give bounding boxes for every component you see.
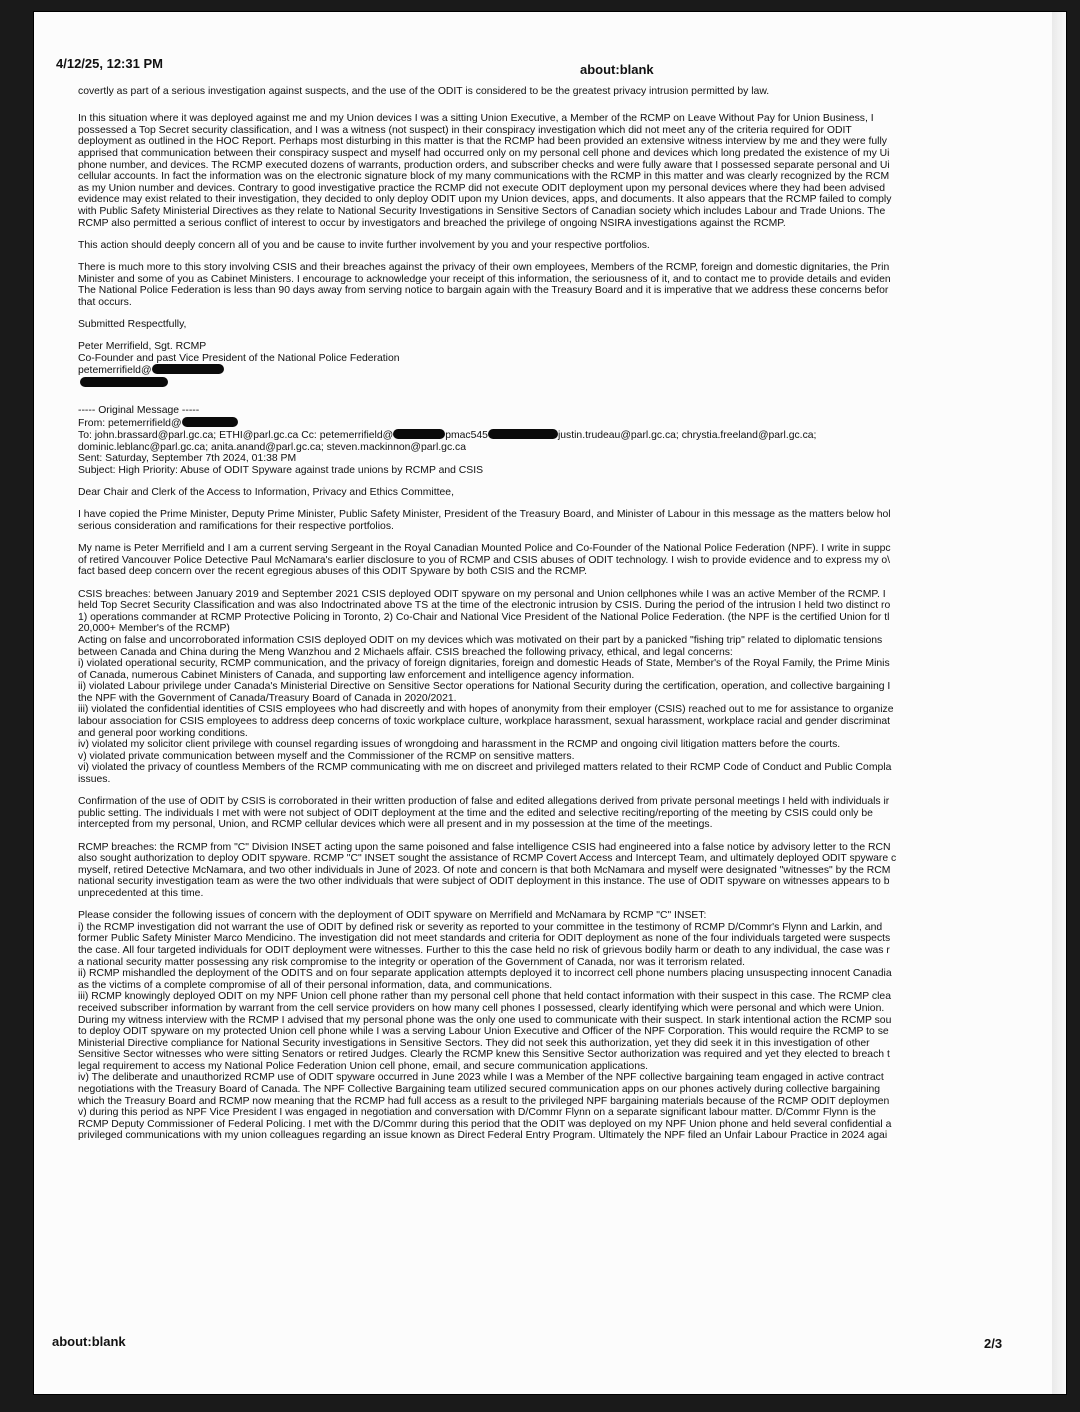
redaction-mark [488,429,558,439]
print-datetime: 4/12/25, 12:31 PM [56,56,163,71]
paragraph-introduction [78,543,1004,578]
text-line: During my witness interview with the RCMP I advised that my personal phone was the only one used to communicate with their suspect. In stark intentional action the RCMP sou [78,1014,892,1026]
original-to-continued: dominic.leblanc@parl.gc.ca; anita.anand@parl.gc.ca; steven.mackinnon@parl.gc.ca [78,441,467,453]
text-line: Dear Chair and Clerk of the Access to Information, Privacy and Ethics Committee, [78,487,454,499]
text-line: 1) operations commander at RCMP Protective Policing in Toronto, 2) Co-Chair and National Vice President of the National Police Federation. (the NPF is the certified Union for tl [78,611,890,623]
text-line: as my Union number and devices. Contrary to good investigative practice the RCMP did not execute ODIT deployment upon my personal devices where they had been advised [78,182,886,194]
redaction-mark [80,377,168,387]
text-line: apprised that communication between their conspiracy suspect and myself had occurred only on my personal cell phone and devices which long predated the existence of my Ui [78,147,890,159]
signature-block [78,341,1004,389]
text-line: to deploy ODIT spyware on my protected Union cell phone while I was a serving Labour Union Executive and Officer of the NPF Corporation. This would require the RCMP to se [78,1026,889,1038]
text-line: iv) violated my solicitor client privilege with counsel regarding issues of wrongdoing and harassment in the RCMP and ongoing civil litigation matters before the courts. [78,739,841,751]
text-line: issues. [78,774,111,786]
document-page [34,12,1066,1394]
text-line: national security investigation team as were the two other individuals that were subject of ODIT deployment in this instance. The use of ODIT spyware on witnesses appears to b [78,876,890,888]
text-line: v) during this period as NPF Vice President I was engaged in negotiation and conversation with D/Commr Flynn on a separate significant labour matter. D/Commr Flynn is the [78,1107,876,1119]
text-line: iii) RCMP knowingly deployed ODIT on my NPF Union cell phone rather than my personal cell phone that held contact information with their suspect in this case. The RCMP clea [78,991,891,1003]
text-line: cellular accounts. In fact the information was on the electronic signature block of my many communications with the RCMP in this matter and was clearly recognized by the RCM [78,171,890,183]
redaction-mark [393,429,445,439]
text-line: In this situation where it was deployed against me and my Union devices I was a sitting Union Executive, a Member of the RCMP on Leave Without Pay for Union Business, I [78,113,874,125]
text-line: myself, retired Detective McNamara, and two other individuals in June of 2023. Of note and concern is that both McNamara and myself were designated "witnesses" by the RCM [78,864,891,876]
text-line: unprecedented at this time. [78,887,204,899]
text-line: fact based deep concern over the recent egregious abuses of this ODIT Spyware by both CSIS and the RCMP. [78,566,588,578]
paragraph-confirmation [78,796,1004,831]
text-line: Ministerial Directive compliance for National Security investigations in Sensitive Sectors. They did not seek this authorization, yet they did seek it in this investigation of other [78,1037,870,1049]
original-marker: ----- Original Message ----- [78,405,200,417]
paragraph-concern [78,240,1004,252]
text-line: between Canada and China during the Meng Wanzhou and 2 Michaels affair. CSIS breached the following privacy, ethical, and legal concerns: [78,646,733,658]
text-line: iv) The deliberate and unauthorized RCMP use of ODIT spyware occurred in June 2023 while I was a Member of the NPF collective bargaining team engaged in active contract [78,1072,884,1084]
text-line: RCMP Deputy Commissioner of Federal Policing. I met with the D/Commr during this period that the ODIT was deployed on my NPF Union phone and held several confidential a [78,1118,892,1130]
text-line: serious consideration and ramifications for their respective portfolios. [78,520,394,532]
text-line: received subscriber information by warrant from the cell service providers on how many cell phones I possessed, clearly identifying which were personal and which were Union. [78,1002,885,1014]
text-line: 20,000+ Member's of the RCMP) [78,623,230,635]
text-line: labour association for CSIS employees to address deep concerns of toxic workplace culture, workplace harassment, sexual harassment, workplace racial and gender discriminat [78,716,891,728]
text-line: Minister and some of you as Cabinet Ministers. I encourage to acknowledge your receipt of this information, the seriousness of it, and to contact me to provide details and eviden [78,273,891,285]
signature-name: Peter Merrifield, Sgt. RCMP [78,341,207,353]
text-line: evidence may exist related to their investigation, they decided to only deploy ODIT upon my Union devices, apps, and documents. It also appears that the RCMP failed to comply [78,194,892,206]
text-line: phone number, and devices. The RCMP executed dozens of warrants, production orders, and subscriber checks and were fully aware that I possessed separate personal and Ui [78,159,890,171]
paragraph-csis-breaches [78,589,1004,786]
text-line: that occurs. [78,296,132,308]
paragraph-rcmp-breaches [78,842,1004,900]
text-line: There is much more to this story involving CSIS and their breaches against the privacy of their own employees, Members of the RCMP, foreign and domestic dignitaries, the Prin [78,261,890,273]
text-line: of Canada, numerous Cabinet Ministers of Canada, and supporting law enforcement and intelligence agency information. [78,669,635,681]
signature-title: Co-Founder and past Vice President of the National Police Federation [78,352,400,364]
letter-body [78,86,1004,1153]
text-line: with Public Safety Ministerial Directives as they relate to National Security Investigations in Sensitive Sectors of Canadian society which includes Labour and Trade Unions. The [78,205,886,217]
closing-line [78,319,1004,331]
text-line: Acting on false and uncorroborated information CSIS deployed ODIT on my devices which was motivated on their part by a panicked "fishing trip" related to diplomatic tensions [78,634,883,646]
text-line: covertly as part of a serious investigation against suspects, and the use of the ODIT is considered to be the greatest privacy intrusion permitted by law. [78,86,770,97]
redaction-mark [152,364,224,374]
text-line: of retired Vancouver Police Detective Paul McNamara's earlier disclosure to you of RCMP and CSIS abuses of ODIT technology. I wish to provide evidence and to express my o\ [78,554,891,566]
page-number: 2/3 [984,1336,1003,1351]
text-line: RCMP also permitted a serious conflict of interest to occur by investigators and breached the privilege of ongoing NSIRA investigations against the RCMP. [78,217,786,229]
text-line: which the Treasury Board and RCMP now meaning that the RCMP had full access as a result to the privileged NPF bargaining materials because of the RCMP ODIT deploymen [78,1095,890,1107]
original-message-header [78,405,1004,477]
salutation [78,487,1004,499]
paragraph-witness-deployment [78,113,1004,229]
intro-paragraph [78,86,1004,98]
text-line: Please consider the following issues of concern with the deployment of ODIT spyware on Merrifield and McNamara by RCMP "C" INSET: [78,910,707,922]
text-line: and general poor working conditions. [78,727,248,739]
signature-email: petemerrifield@ [78,364,1004,377]
text-line: the NPF with the Government of Canada/Treasury Board of Canada in 2020/2021. [78,692,457,704]
text-line: deployment as outlined in the HOC Report. Perhaps most disturbing in this matter is that the RCMP had been provided an extensive witness interview by me and they were fully [78,136,887,148]
text-line: public setting. The individuals I met with were not subject of ODIT deployment at the time and the edited and selective reciting/reporting of the meeting by CSIS could only be [78,807,873,819]
text-line: vi) violated the privacy of countless Members of the RCMP communicating with me on discreet and privileged matters related to their RCMP Code of Conduct and Public Compla [78,762,892,774]
signature-redacted-line [78,377,1004,390]
paragraph-issues-of-concern [78,910,1004,1142]
text-line: ii) violated Labour privilege under Canada's Ministerial Directive on Sensitive Sector operations for National Security during the certification, operation, and collective bargaining I [78,681,891,693]
text-line: held Top Secret Security Classification and was also Indoctrinated above TS at the time of the electronic intrusion by CSIS. During the period of the intrusion I held two distinct ro [78,600,891,612]
print-footer-url: about:blank [52,1334,126,1349]
text-line: possessed a Top Secret security classification, and I was a witness (not suspect) in their conspiracy investigation which did not meet any of the criteria required for ODIT [78,124,852,136]
text-line: Submitted Respectfully, [78,318,187,330]
paragraph-more-story [78,262,1004,308]
print-header-url: about:blank [580,62,654,77]
paragraph-copied [78,509,1004,532]
text-line: negotiations with the Treasury Board of Canada. The NPF Collective Bargaining team utilized secured communication apps on our phones actively during collective bargaining [78,1084,881,1096]
text-line: privileged communications with my union colleagues regarding an issue known as Direct Federal Entry Program. Ultimately the NPF filed an Unfair Labour Practice in 2024 agai [78,1130,888,1142]
text-line: This action should deeply concern all of you and be cause to invite further involvement by you and your respective portfolios. [78,239,650,251]
text-line: The National Police Federation is less than 90 days away from serving notice to bargain again with the Treasury Board and it is imperative that we address these concerns befor [78,285,889,297]
text-line: v) violated private communication between myself and the Commissioner of the RCMP on sensitive matters. [78,750,575,762]
text-line: iii) violated the confidential identities of CSIS employees who had discreetly and with hopes of anonymity from their employer (CSIS) reached out to me for assistance to organize [78,704,894,716]
page-edge [1052,12,1066,1394]
text-line: intercepted from my personal, Union, and RCMP cellular devices which were all present and in my possession at the time of the meetings. [78,819,713,831]
text-line: as the victims of a complete compromise of all of their personal information, data, and communications. [78,979,553,991]
text-line: CSIS breaches: between January 2019 and September 2021 CSIS deployed ODIT spyware on my personal and Union cellphones while I was an active Member of the RCMP. I [78,588,886,600]
original-sent: Sent: Saturday, September 7th 2024, 01:38 PM [78,453,297,465]
redaction-mark [182,417,238,427]
original-subject: Subject: High Priority: Abuse of ODIT Spyware against trade unions by RCMP and CSIS [78,465,484,476]
text-line: i) the RCMP investigation did not warrant the use of ODIT by defined risk or severity as reported to your committee in the testimony of RCMP D/Commr's Flynn and Larkin, and [78,921,883,933]
text-line: former Public Safety Minister Marco Mendicino. The investigation did not meet standards and criteria for ODIT deployment as none of the four individuals targeted were suspects [78,933,891,945]
text-line: Sensitive Sector witnesses who were sitting Senators or retired Judges. Clearly the RCMP knew this Sensitive Sector authorization was required and yet they elected to breach t [78,1049,890,1061]
text-line: ii) RCMP mishandled the deployment of the ODITS and on four separate application attempts deployed it to incorrect cell phone numbers placing unsuspecting innocent Canadia [78,968,892,980]
text-line: a national security matter possessing any risk compromise to the integrity or operation of the Government of Canada, nor was it terrorism related. [78,956,746,968]
text-line: legal requirement to access my National Police Federation Union cell phone, email, and secure communication applications. [78,1060,649,1072]
text-line: the case. All four targeted individuals for ODIT deployment were witnesses. Further to this the case held no risk of grievous bodily harm or death to any individual, the case was r [78,944,890,956]
text-line: My name is Peter Merrifield and I am a current serving Sergeant in the Royal Canadian Mounted Police and Co-Founder of the National Police Federation (NPF). I write in suppc [78,543,891,555]
text-line: also sought authorization to deploy ODIT spyware. RCMP "C" INSET sought the assistance of RCMP Covert Access and Intercept Team, and ultimately deployed ODIT spyware c [78,853,897,865]
text-line: RCMP breaches: the RCMP from "C" Division INSET acting upon the same poisoned and false intelligence CSIS had engineered into a false notice by advisory letter to the RCN [78,841,891,853]
original-from: From: petemerrifield@ [78,417,1004,430]
text-line: Confirmation of the use of ODIT by CSIS is corroborated in their written production of false and edited allegations derived from private personal meetings I held with individuals ir [78,796,890,808]
text-line: I have copied the Prime Minister, Deputy Prime Minister, Public Safety Minister, President of the Treasury Board, and Minister of Labour in this message as the matters below hol [78,509,891,521]
text-line: i) violated operational security, RCMP communication, and the privacy of foreign dignitaries, foreign and domestic Heads of State, Member's of the Royal Family, the Prime Minis [78,658,890,670]
original-to: To: john.brassard@parl.gc.ca; ETHI@parl.gc.ca Cc: petemerrifield@ pmac545 justin.trudeau@parl.gc.ca; chrystia.freeland@parl.gc.ca; [78,430,817,442]
